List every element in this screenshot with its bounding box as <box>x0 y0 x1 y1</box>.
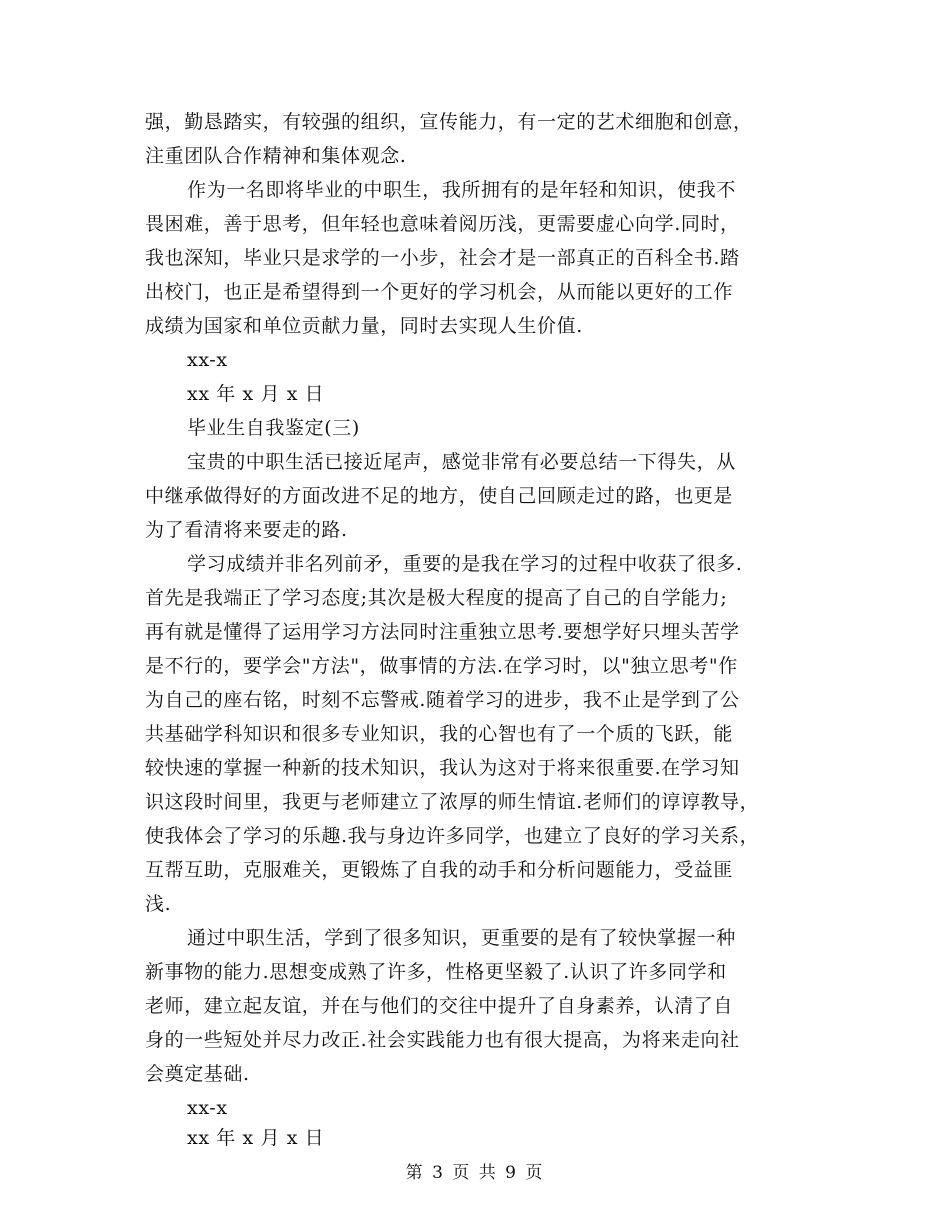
text-line: 共基础学科知识和很多专业知识，我的心智也有了一个质的飞跃，能 <box>145 723 734 745</box>
text-line: 注重团队合作精神和集体观念. <box>145 145 407 167</box>
text-line: 宝贵的中职生活已接近尾声，感觉非常有必要总结一下得失，从 <box>187 451 736 473</box>
text-line: 作为一名即将毕业的中职生，我所拥有的是年轻和知识，使我不 <box>187 179 736 201</box>
text-line: 我也深知，毕业只是求学的一小步，社会才是一部真正的百科全书.踏 <box>145 247 740 269</box>
text-line: 新事物的能力.思想变成熟了许多，性格更坚毅了.认识了许多同学和 <box>145 961 727 983</box>
text-line: 通过中职生活，学到了很多知识，更重要的是有了较快掌握一种 <box>187 927 736 949</box>
signature-date: xx 年 x 月 x 日 <box>187 1127 325 1149</box>
text-line: 老师，建立起友谊，并在与他们的交往中提升了自身素养，认清了自 <box>145 995 734 1017</box>
text-line: 中继承做得好的方面改进不足的地方，使自己回顾走过的路，也更是 <box>145 485 734 507</box>
text-line: 首先是我端正了学习态度;其次是极大程度的提高了自己的自学能力; <box>145 587 728 609</box>
text-line: 浅. <box>145 893 172 915</box>
signature-date: xx 年 x 月 x 日 <box>187 383 325 405</box>
text-line: 为了看清将来要走的路. <box>145 519 348 541</box>
signature-name: xx-x <box>187 349 228 371</box>
text-line: 身的一些短处并尽力改正.社会实践能力也有很大提高，为将来走向社 <box>145 1029 740 1051</box>
text-line: 出校门，也正是希望得到一个更好的学习机会，从而能以更好的工作 <box>145 281 734 303</box>
page-number-footer: 第 3 页 共 9 页 <box>405 1163 545 1183</box>
section-heading: 毕业生自我鉴定(三) <box>187 417 360 439</box>
text-line: 会奠定基础. <box>145 1063 250 1085</box>
text-line: 识这段时间里，我更与老师建立了浓厚的师生情谊.老师们的谆谆教导， <box>145 791 760 813</box>
text-line: 使我体会了学习的乐趣.我与身边许多同学，也建立了良好的学习关系， <box>145 825 760 847</box>
text-line: 互帮互助，克服难关，更锻炼了自我的动手和分析问题能力，受益匪 <box>145 859 734 881</box>
signature-name: xx-x <box>187 1097 228 1119</box>
text-line: 为自己的座右铭，时刻不忘警戒.随着学习的进步，我不止是学到了公 <box>145 689 740 711</box>
text-line: 畏困难，善于思考，但年轻也意味着阅历浅，更需要虚心向学.同时， <box>145 213 740 235</box>
text-line: 成绩为国家和单位贡献力量，同时去实现人生价值. <box>145 315 583 337</box>
text-line: 强，勤恳踏实，有较强的组织，宣传能力，有一定的艺术细胞和创意， <box>145 111 753 133</box>
text-line: 再有就是懂得了运用学习方法同时注重独立思考.要想学好只埋头苦学 <box>145 621 740 643</box>
text-line: 较快速的掌握一种新的技术知识，我认为这对于将来很重要.在学习知 <box>145 757 740 779</box>
text-line: 学习成绩并非名列前矛，重要的是我在学习的过程中收获了很多. <box>187 553 743 575</box>
text-line: 是不行的，要学会"方法"，做事情的方法.在学习时，以"独立思考"作 <box>145 655 738 677</box>
